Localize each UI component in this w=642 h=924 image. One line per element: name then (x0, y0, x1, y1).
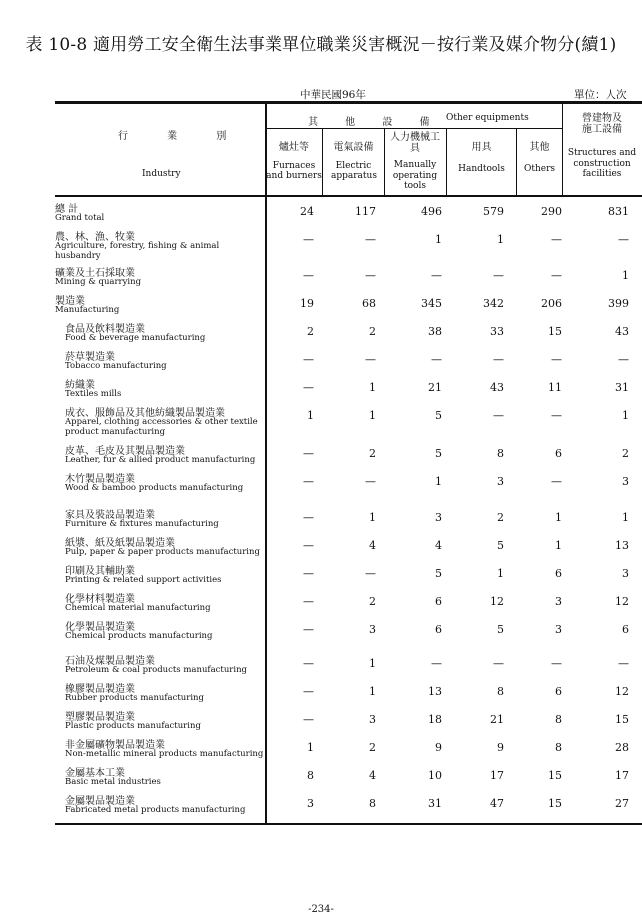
row-label-en: Mining & quarrying (55, 277, 142, 287)
table-cell: — (493, 409, 504, 422)
table-cell: 2 (369, 595, 376, 608)
table-cell: 9 (435, 741, 442, 754)
table-cell: — (551, 269, 562, 282)
table-cell: 117 (355, 205, 376, 218)
row-label-en: Rubber products manufacturing (65, 693, 204, 703)
table-cell: — (303, 595, 314, 608)
row-label-zh: 化學製品製造業 (65, 622, 135, 633)
table-cell: — (303, 269, 314, 282)
table-cell: 2 (369, 741, 376, 754)
table-cell: 2 (622, 447, 629, 460)
table-cell: 1 (369, 409, 376, 422)
table-cell: — (303, 447, 314, 460)
table-cell: 18 (428, 713, 442, 726)
table-cell: 206 (541, 297, 562, 310)
table-cell: 43 (615, 325, 629, 338)
row-label-zh: 總 計 (55, 204, 79, 215)
table-cell: 15 (548, 797, 562, 810)
row-label-zh: 木竹製品製造業 (65, 474, 135, 485)
table-cell: 8 (555, 741, 562, 754)
table-cell: 15 (548, 769, 562, 782)
col-divider-5 (562, 103, 563, 196)
table-cell: — (431, 353, 442, 366)
row-label-en: Fabricated metal products manufacturing (65, 805, 246, 815)
row-label-zh: 菸草製造業 (65, 352, 115, 363)
table-cell: 12 (615, 595, 629, 608)
row-label-en: Tobacco manufacturing (65, 361, 167, 371)
table-cell: 11 (548, 381, 562, 394)
table-cell: 47 (490, 797, 504, 810)
row-label-en: Printing & related support activities (65, 575, 222, 585)
table-cell: — (303, 685, 314, 698)
row-label-en: Food & beverage manufacturing (65, 333, 206, 343)
table-cell: — (303, 233, 314, 246)
table-cell: 3 (435, 511, 442, 524)
table-cell: 2 (497, 511, 504, 524)
table-cell: — (365, 233, 376, 246)
table-cell: 1 (307, 741, 314, 754)
table-cell: 6 (435, 595, 442, 608)
col-header-manual-tools: 人力機械工具 Manually operating tools (390, 132, 440, 191)
group-underline (266, 128, 562, 129)
table-cell: 5 (435, 447, 442, 460)
table-cell: 342 (483, 297, 504, 310)
table-cell: 3 (497, 475, 504, 488)
table-cell: 43 (490, 381, 504, 394)
row-label-en: Agriculture, forestry, fishing & animal husbandry (55, 241, 220, 261)
table-cell: 1 (555, 511, 562, 524)
col-header-furnaces: 爐灶等 Furnaces and burners (266, 142, 322, 181)
table-cell: — (303, 539, 314, 552)
table-cell: 1 (497, 567, 504, 580)
table-cell: — (303, 475, 314, 488)
table-cell: 1 (622, 511, 629, 524)
row-label-zh: 金屬基本工業 (65, 768, 125, 779)
table-cell: 17 (490, 769, 504, 782)
table-cell: — (551, 353, 562, 366)
row-label-en: Non-metallic mineral products manufacturing (65, 749, 264, 759)
unit-label: 單位：人次 (574, 89, 627, 101)
table-cell: 1 (435, 475, 442, 488)
table-cell: 8 (369, 797, 376, 810)
table-cell: 1 (307, 409, 314, 422)
table-title: 表 10-8 適用勞工安全衛生法事業單位職業災害概況－按行業及媒介物分(續1) (25, 35, 617, 55)
page-number: -234- (308, 904, 334, 915)
table-cell: 31 (615, 381, 629, 394)
table-cell: 24 (300, 205, 314, 218)
table-cell: 12 (490, 595, 504, 608)
table-cell: 5 (435, 409, 442, 422)
table-cell: 6 (555, 567, 562, 580)
col-header-others: 其他 Others (523, 142, 556, 174)
table-cell: 27 (615, 797, 629, 810)
table-cell: — (551, 233, 562, 246)
table-cell: — (365, 475, 376, 488)
table-cell: 1 (497, 233, 504, 246)
row-label-en: Chemical products manufacturing (65, 631, 213, 641)
table-cell: 4 (369, 539, 376, 552)
table-cell: 8 (497, 685, 504, 698)
table-cell: 1 (622, 269, 629, 282)
table-cell: 1 (369, 685, 376, 698)
col-divider-2 (384, 128, 385, 196)
row-label-en: Petroleum & coal products manufacturing (65, 665, 247, 675)
row-label-en: Wood & bamboo products manufacturing (65, 483, 244, 493)
table-cell: — (493, 657, 504, 670)
table-cell: — (551, 657, 562, 670)
row-label-zh: 製造業 (55, 296, 85, 307)
table-cell: 2 (307, 325, 314, 338)
table-cell: 28 (615, 741, 629, 754)
table-cell: 1 (369, 511, 376, 524)
table-cell: — (618, 657, 629, 670)
table-cell: 13 (615, 539, 629, 552)
table-cell: 831 (608, 205, 629, 218)
table-cell: 38 (428, 325, 442, 338)
industry-header-zh: 行 業 別 (118, 131, 245, 142)
table-cell: 4 (369, 769, 376, 782)
table-cell: 3 (369, 713, 376, 726)
row-label-zh: 化學材料製造業 (65, 594, 135, 605)
table-cell: 1 (369, 657, 376, 670)
year-label: 中華民國96年 (300, 89, 366, 101)
row-label-en: Pulp, paper & paper products manufacturing (65, 547, 260, 557)
table-cell: — (303, 657, 314, 670)
table-cell: 8 (497, 447, 504, 460)
table-cell: — (303, 567, 314, 580)
row-label-en: Textiles mills (65, 389, 122, 399)
table-cell: 68 (362, 297, 376, 310)
table-bottom-rule (55, 823, 642, 825)
table-cell: — (551, 475, 562, 488)
row-label-en: Grand total (55, 213, 105, 223)
table-cell: 3 (622, 567, 629, 580)
table-cell: 33 (490, 325, 504, 338)
row-label-zh: 礦業及土石採取業 (55, 268, 135, 279)
table-cell: 21 (428, 381, 442, 394)
table-cell: — (303, 511, 314, 524)
group-header-zh: 其 他 設 備 (308, 117, 442, 128)
table-cell: 15 (548, 325, 562, 338)
table-cell: 6 (622, 623, 629, 636)
table-cell: — (365, 269, 376, 282)
table-cell: — (303, 353, 314, 366)
table-cell: 21 (490, 713, 504, 726)
table-cell: 399 (608, 297, 629, 310)
industry-header-en: Industry (142, 169, 181, 179)
table-cell: 13 (428, 685, 442, 698)
table-cell: — (303, 713, 314, 726)
row-label-zh: 塑膠製品製造業 (65, 712, 135, 723)
table-cell: 8 (555, 713, 562, 726)
row-label-zh: 紙漿、紙及紙製品製造業 (65, 538, 175, 549)
header-bottom-rule (55, 195, 642, 197)
row-label-zh: 非金屬礦物製品製造業 (65, 740, 165, 751)
col-header-electric: 電氣設備 Electric apparatus (331, 142, 377, 181)
row-label-en: Chemical material manufacturing (65, 603, 211, 613)
row-label-zh: 紡織業 (65, 380, 95, 391)
table-cell: 17 (615, 769, 629, 782)
table-cell: 345 (421, 297, 442, 310)
table-cell: 4 (435, 539, 442, 552)
table-cell: 5 (497, 539, 504, 552)
table-cell: 10 (428, 769, 442, 782)
row-label-zh: 農、林、漁、牧業 (55, 232, 135, 243)
table-cell: 6 (435, 623, 442, 636)
row-label-zh: 家具及裝設品製造業 (65, 510, 155, 521)
table-cell: 5 (435, 567, 442, 580)
table-cell: 1 (369, 381, 376, 394)
table-cell: — (618, 353, 629, 366)
table-cell: 3 (369, 623, 376, 636)
table-cell: — (551, 409, 562, 422)
table-cell: 579 (483, 205, 504, 218)
table-cell: 3 (622, 475, 629, 488)
table-cell: — (618, 233, 629, 246)
row-label-en: Leather, fur & allied product manufacturing (65, 455, 256, 465)
table-cell: — (303, 381, 314, 394)
row-label-zh: 橡膠製品製造業 (65, 684, 135, 695)
table-cell: — (365, 567, 376, 580)
table-cell: 1 (555, 539, 562, 552)
table-cell: 1 (435, 233, 442, 246)
table-cell: 2 (369, 325, 376, 338)
table-cell: — (431, 269, 442, 282)
table-cell: 15 (615, 713, 629, 726)
row-label-zh: 印刷及其輔助業 (65, 566, 135, 577)
table-cell: 12 (615, 685, 629, 698)
table-cell: — (431, 657, 442, 670)
table-cell: — (493, 353, 504, 366)
table-top-rule (55, 101, 642, 104)
table-cell: 3 (307, 797, 314, 810)
row-label-en: Basic metal industries (65, 777, 161, 787)
table-cell: 3 (555, 623, 562, 636)
table-cell: — (365, 353, 376, 366)
row-label-zh: 石油及煤製品製造業 (65, 656, 155, 667)
row-label-en: Plastic products manufacturing (65, 721, 201, 731)
row-label-en: Manufacturing (55, 305, 120, 315)
table-cell: 2 (369, 447, 376, 460)
col-header-structures: 營建物及施工設備 Structures and construction facilities (567, 113, 637, 179)
row-label-zh: 皮革、毛皮及其製品製造業 (65, 446, 185, 457)
table-cell: 5 (497, 623, 504, 636)
row-label-en: Furniture & fixtures manufacturing (65, 519, 219, 529)
row-label-en: Apparel, clothing accessories & other textile product manufacturing (65, 417, 258, 437)
table-cell: 1 (622, 409, 629, 422)
row-label-zh: 食品及飲料製造業 (65, 324, 145, 335)
table-cell: 3 (555, 595, 562, 608)
table-cell: — (303, 623, 314, 636)
table-cell: 9 (497, 741, 504, 754)
table-cell: 6 (555, 447, 562, 460)
col-header-handtools: 用具 Handtools (458, 142, 505, 174)
table-cell: 496 (421, 205, 442, 218)
row-label-zh: 金屬製品製造業 (65, 796, 135, 807)
row-label-zh: 成衣、服飾品及其他紡織製品製造業 (65, 408, 225, 419)
table-cell: 8 (307, 769, 314, 782)
table-cell: — (493, 269, 504, 282)
group-header-en: Other equipments (446, 113, 529, 123)
table-cell: 31 (428, 797, 442, 810)
table-cell: 6 (555, 685, 562, 698)
table-cell: 290 (541, 205, 562, 218)
table-cell: 19 (300, 297, 314, 310)
